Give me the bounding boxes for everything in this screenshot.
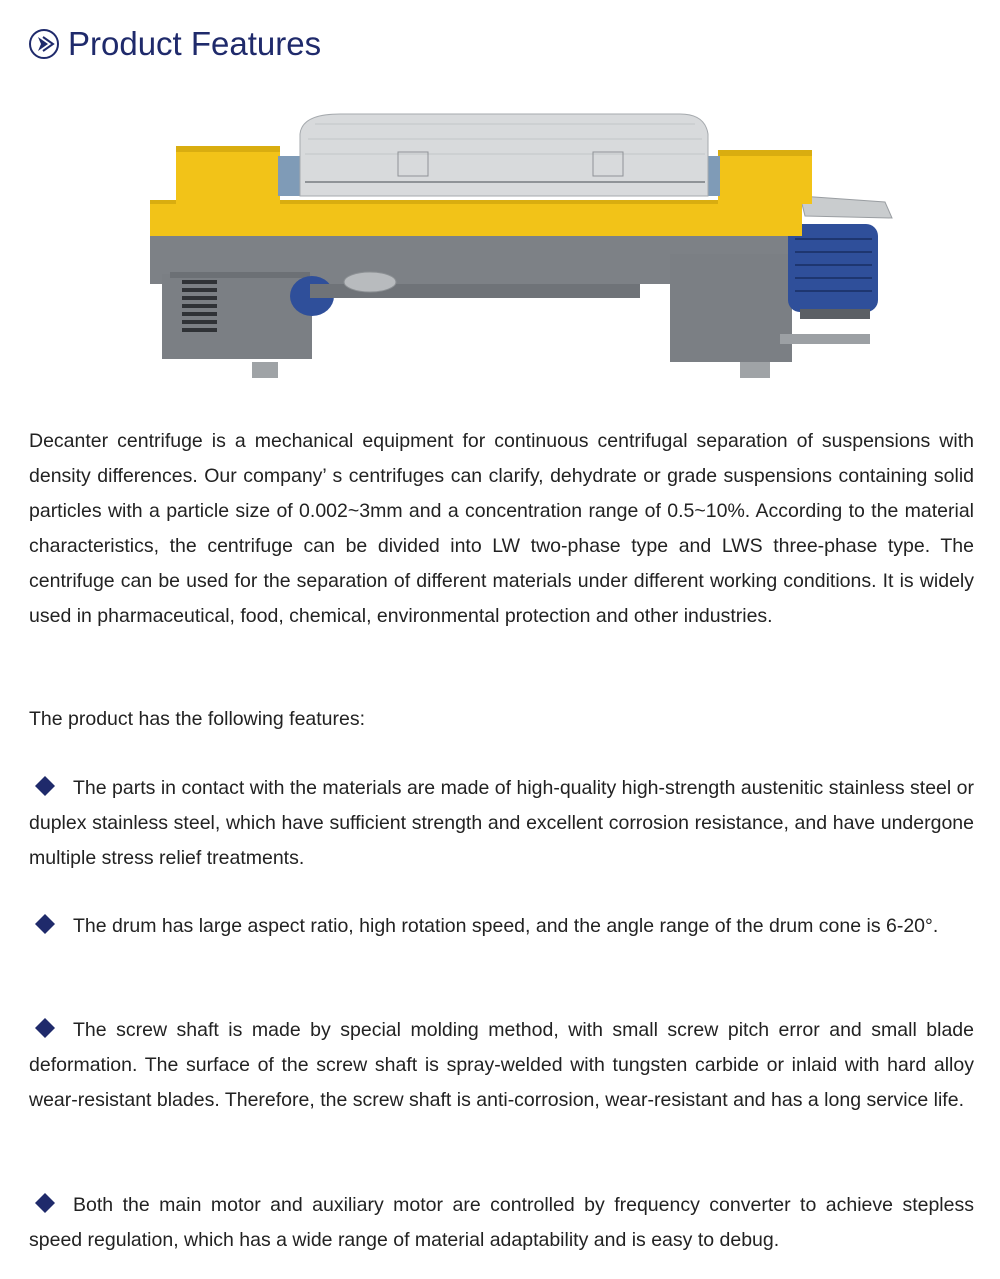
feature-item xyxy=(29,1188,974,1258)
section-header xyxy=(28,24,321,64)
feature-item xyxy=(29,771,974,876)
feature-item xyxy=(29,909,974,944)
diamond-bullet-icon xyxy=(35,776,55,796)
intro-paragraph: Decanter centrifuge is a mechanical equipment for continuous centrifugal separation of suspensions with density differences. Our company’ s centrifuges can clarify, dehydrate or grade suspensions containing solid particles with a particle size of 0.002~3mm and a concentration range of 0.5~10%. According to the material characteristics, the centrifuge can be divided into LW two-phase type and LWS three-phase type. The centrifuge can be used for the separation of different materials under different working conditions. It is widely used in pharmaceutical, food, chemical, environmental protection and other industries. xyxy=(29,430,974,627)
features-lead: The product has the following features: xyxy=(29,708,366,730)
feature-text: The parts in contact with the materials are made of high-quality high-strength austenitic stainless steel or duplex stainless steel, which have sufficient strength and excellent corrosion resistance, and have undergone multiple stress relief treatments. xyxy=(29,777,974,869)
feature-text: The drum has large aspect ratio, high rotation speed, and the angle range of the drum cone is 6-20°. xyxy=(73,915,939,937)
feature-text: Both the main motor and auxiliary motor are controlled by frequency converter to achieve stepless speed regulation, which has a wide range of material adaptability and is easy to debug. xyxy=(29,1194,974,1251)
diamond-bullet-icon xyxy=(35,1018,55,1038)
decanter-centrifuge-image xyxy=(140,104,900,394)
page-title: Product Features xyxy=(68,25,322,62)
diamond-bullet-icon xyxy=(35,914,55,934)
feature-text: The screw shaft is made by special molding method, with small screw pitch error and small blade deformation. The surface of the screw shaft is spray-welded with tungsten carbide or inlaid with hard alloy wear-resistant blades. Therefore, the screw shaft is anti-corrosion, wear-resistant and has a long service life. xyxy=(29,1019,974,1111)
chevron-circle-icon xyxy=(28,28,60,60)
diamond-bullet-icon xyxy=(35,1193,55,1213)
feature-item xyxy=(29,1013,974,1118)
